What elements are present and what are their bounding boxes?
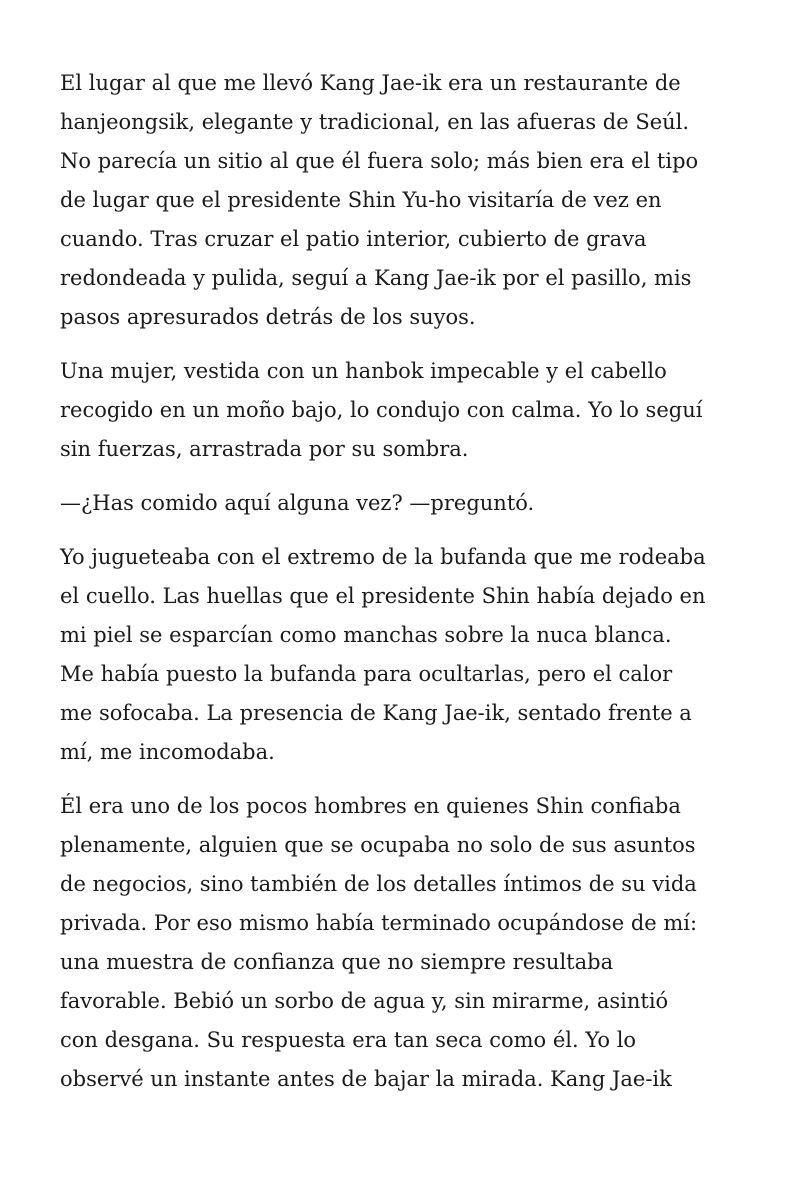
text-line: de lugar que el presidente Shin Yu-ho visitaría de vez en [60, 188, 662, 212]
text-line: observé un instante antes de bajar la mirada. Kang Jae-ik [60, 1067, 672, 1091]
text-line: sin fuerzas, arrastrada por su sombra. [60, 437, 469, 461]
text-line: Yo jugueteaba con el extremo de la bufanda que me rodeaba [60, 545, 706, 569]
text-line: con desgana. Su respuesta era tan seca como él. Yo lo [60, 1028, 637, 1052]
text-line: mi piel se esparcían como manchas sobre la nuca blanca. [60, 623, 672, 647]
text-line: No parecía un sitio al que él fuera solo; más bien era el tipo [60, 149, 699, 173]
text-line: Él era uno de los pocos hombres en quienes Shin confiaba [60, 794, 681, 818]
text-line: privada. Por eso mismo había terminado ocupándose de mí: [60, 911, 698, 935]
text-line: Una mujer, vestida con un hanbok impecable y el cabello [60, 359, 667, 383]
text-line: plenamente, alguien que se ocupaba no solo de sus asuntos [60, 833, 696, 857]
text-line: —¿Has comido aquí alguna vez? —preguntó. [60, 491, 535, 515]
paragraph-3 [60, 484, 750, 523]
text-line: una muestra de confianza que no siempre resultaba [60, 950, 614, 974]
text-line: me sofocaba. La presencia de Kang Jae-ik, sentado frente a [60, 701, 692, 725]
document-page [60, 64, 750, 1114]
text-line: mí, me incomodaba. [60, 740, 275, 764]
paragraph-5 [60, 787, 750, 1099]
paragraph-2 [60, 352, 750, 469]
paragraph-4 [60, 538, 750, 772]
text-line: pasos apresurados detrás de los suyos. [60, 305, 476, 329]
text-line: El lugar al que me llevó Kang Jae-ik era un restaurante de [60, 71, 681, 95]
text-line: el cuello. Las huellas que el presidente Shin había dejado en [60, 584, 706, 608]
paragraph-1 [60, 64, 750, 337]
text-line: de negocios, sino también de los detalles íntimos de su vida [60, 872, 697, 896]
text-line: recogido en un moño bajo, lo condujo con calma. Yo lo seguí [60, 398, 703, 422]
text-line: cuando. Tras cruzar el patio interior, cubierto de grava [60, 227, 647, 251]
text-line: favorable. Bebió un sorbo de agua y, sin mirarme, asintió [60, 989, 669, 1013]
text-line: hanjeongsik, elegante y tradicional, en las afueras de Seúl. [60, 110, 690, 134]
text-line: Me había puesto la bufanda para ocultarlas, pero el calor [60, 662, 673, 686]
text-line: redondeada y pulida, seguí a Kang Jae-ik por el pasillo, mis [60, 266, 692, 290]
